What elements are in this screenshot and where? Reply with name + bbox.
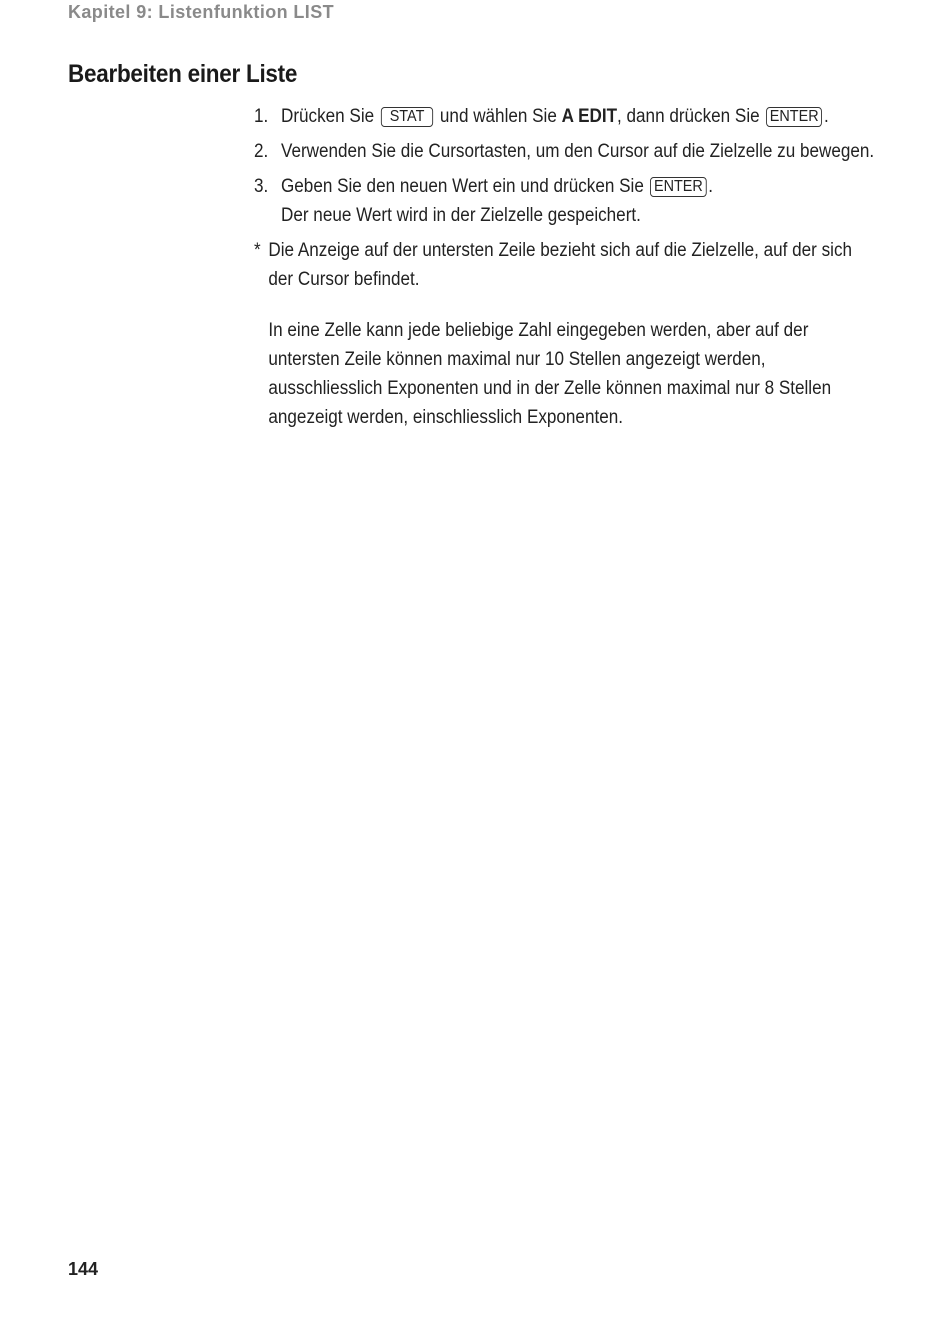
menu-item-edit: A EDIT xyxy=(561,106,618,127)
stat-key: STAT xyxy=(381,107,434,127)
step-number: 1. xyxy=(254,106,269,127)
body-paragraph: In eine Zelle kann jede beliebige Zahl eingegeben werden, aber auf der untersten Zeile können maximal nur 10 Stellen angezeigt werden, ausschliesslich Exponenten und in der Zelle können maximal nur 8 Stellen angezeigt werden, einschliesslich Exponenten. xyxy=(268,320,832,428)
asterisk-icon: * xyxy=(254,240,261,261)
step-text: . xyxy=(824,106,829,127)
step-3 xyxy=(254,172,875,230)
step-1 xyxy=(254,102,875,131)
step-text: Geben Sie den neuen Wert ein und drücken Sie xyxy=(281,176,644,197)
enter-key: ENTER xyxy=(766,107,822,127)
running-header: Kapitel 9: Listenfunktion LIST xyxy=(68,2,335,22)
enter-key: ENTER xyxy=(650,177,706,197)
step-result-text: Der neue Wert wird in der Zielzelle gespeichert. xyxy=(281,205,641,226)
step-text: . xyxy=(708,176,713,197)
content-inner xyxy=(254,102,875,432)
footnote xyxy=(254,236,875,294)
step-2 xyxy=(254,137,875,166)
step-number: 3. xyxy=(254,176,269,197)
step-text: , dann drücken Sie xyxy=(617,106,760,127)
step-number: 2. xyxy=(254,141,269,162)
page-number: 144 xyxy=(68,1259,99,1279)
content-body xyxy=(254,102,874,432)
step-text: Drücken Sie xyxy=(281,106,375,127)
section-title: Bearbeiten einer Liste xyxy=(68,60,298,88)
step-text: Verwenden Sie die Cursortasten, um den Cursor auf die Zielzelle zu bewegen. xyxy=(281,141,875,162)
footnote-text: Die Anzeige auf der untersten Zeile bezieht sich auf die Zielzelle, auf der sich der Cursor befindet. xyxy=(268,240,853,290)
step-text: und wählen Sie xyxy=(439,106,557,127)
